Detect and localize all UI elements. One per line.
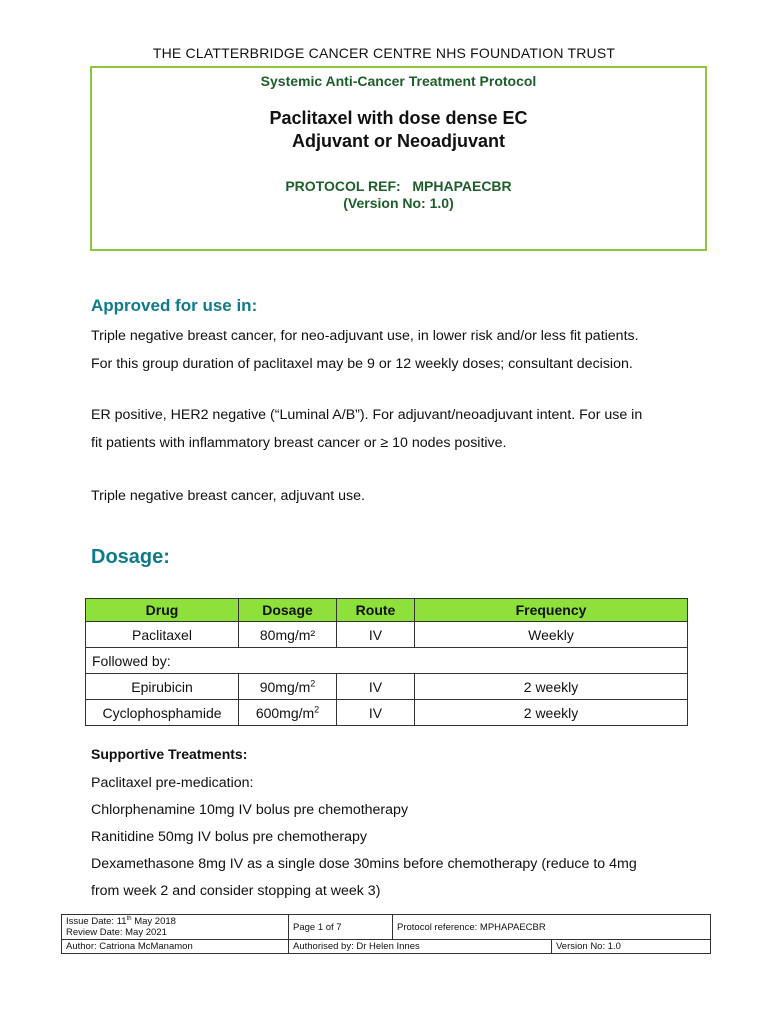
- route-cell: IV: [337, 700, 415, 726]
- col-frequency: Frequency: [415, 599, 688, 622]
- approved-p1-line2: For this group duration of paclitaxel may be 9 or 12 weekly doses; consultant decision.: [91, 356, 633, 372]
- followed-by-cell: Followed by:: [86, 648, 688, 674]
- protocol-ref: PROTOCOL REF: MPHAPAECBR: [285, 178, 512, 194]
- dosage-heading: Dosage:: [91, 546, 170, 568]
- approved-heading: Approved for use in:: [91, 296, 258, 315]
- drug-cell: Epirubicin: [86, 674, 239, 700]
- route-cell: IV: [337, 674, 415, 700]
- footer-row: [62, 915, 711, 940]
- footer-row: [62, 940, 711, 954]
- dose-cell: [239, 700, 337, 726]
- frequency-cell: Weekly: [415, 622, 688, 648]
- supportive-heading: Supportive Treatments:: [91, 746, 248, 762]
- approved-p1-line1: Triple negative breast cancer, for neo-adjuvant use, in lower risk and/or less fit patients.: [91, 328, 639, 344]
- frequency-cell: 2 weekly: [415, 674, 688, 700]
- footer-page: Page 1 of 7: [289, 915, 393, 940]
- footer-dates: [62, 915, 289, 940]
- approved-p2-line1: ER positive, HER2 negative (“Luminal A/B”). For adjuvant/neoadjuvant intent. For use in: [91, 407, 643, 423]
- dose-value: 90mg/m: [259, 678, 311, 695]
- list-item: Paclitaxel pre-medication:: [91, 775, 254, 791]
- list-item: from week 2 and consider stopping at week 3): [91, 883, 381, 899]
- approved-p2-line2: fit patients with inflammatory breast cancer or ≥ 10 nodes positive.: [91, 435, 507, 451]
- footer-authorised: Authorised by: Dr Helen Innes: [289, 940, 552, 954]
- list-item: Chlorphenamine 10mg IV bolus pre chemotherapy: [91, 802, 409, 818]
- protocol-type: Systemic Anti-Cancer Treatment Protocol: [260, 73, 537, 89]
- dose-superscript: 2: [310, 677, 316, 688]
- issue-date: Issue Date: 11th May 2018: [66, 915, 176, 927]
- table-row: [86, 674, 688, 700]
- protocol-title-line2: Adjuvant or Neoadjuvant: [291, 131, 506, 151]
- approved-paragraph-1: [91, 322, 701, 378]
- col-route: Route: [337, 599, 415, 622]
- protocol-title-line1: Paclitaxel with dose dense EC: [269, 108, 528, 128]
- col-drug: Drug: [86, 599, 239, 622]
- dose-superscript: 2: [314, 703, 320, 714]
- frequency-cell: 2 weekly: [415, 700, 688, 726]
- table-header-row: [86, 599, 688, 622]
- protocol-version: (Version No: 1.0): [343, 195, 454, 211]
- table-row: [86, 700, 688, 726]
- list-item: Dexamethasone 8mg IV as a single dose 30mins before chemotherapy (reduce to 4mg: [91, 856, 637, 872]
- trust-name: THE CLATTERBRIDGE CANCER CENTRE NHS FOUNDATION TRUST: [152, 45, 616, 61]
- protocol-title-box: [90, 66, 707, 251]
- dose-cell: 80mg/m²: [239, 622, 337, 648]
- col-dosage: Dosage: [239, 599, 337, 622]
- list-item: Ranitidine 50mg IV bolus pre chemotherapy: [91, 829, 368, 845]
- footer-protocol-ref: Protocol reference: MPHAPAECBR: [393, 915, 711, 940]
- dosage-table: [85, 598, 688, 726]
- dose-cell: [239, 674, 337, 700]
- drug-cell: Paclitaxel: [86, 622, 239, 648]
- table-row: [86, 648, 688, 674]
- approved-paragraph-3: Triple negative breast cancer, adjuvant use.: [91, 488, 365, 504]
- route-cell: IV: [337, 622, 415, 648]
- approved-paragraph-2: [91, 401, 701, 457]
- drug-cell: Cyclophosphamide: [86, 700, 239, 726]
- footer-version: Version No: 1.0: [552, 940, 711, 954]
- review-date: Review Date: May 2021: [66, 927, 167, 938]
- dose-value: 600mg/m: [255, 704, 315, 721]
- supportive-list: [91, 770, 701, 905]
- table-row: [86, 622, 688, 648]
- footer-author: Author: Catriona McManamon: [62, 940, 289, 954]
- document-footer: [61, 914, 711, 954]
